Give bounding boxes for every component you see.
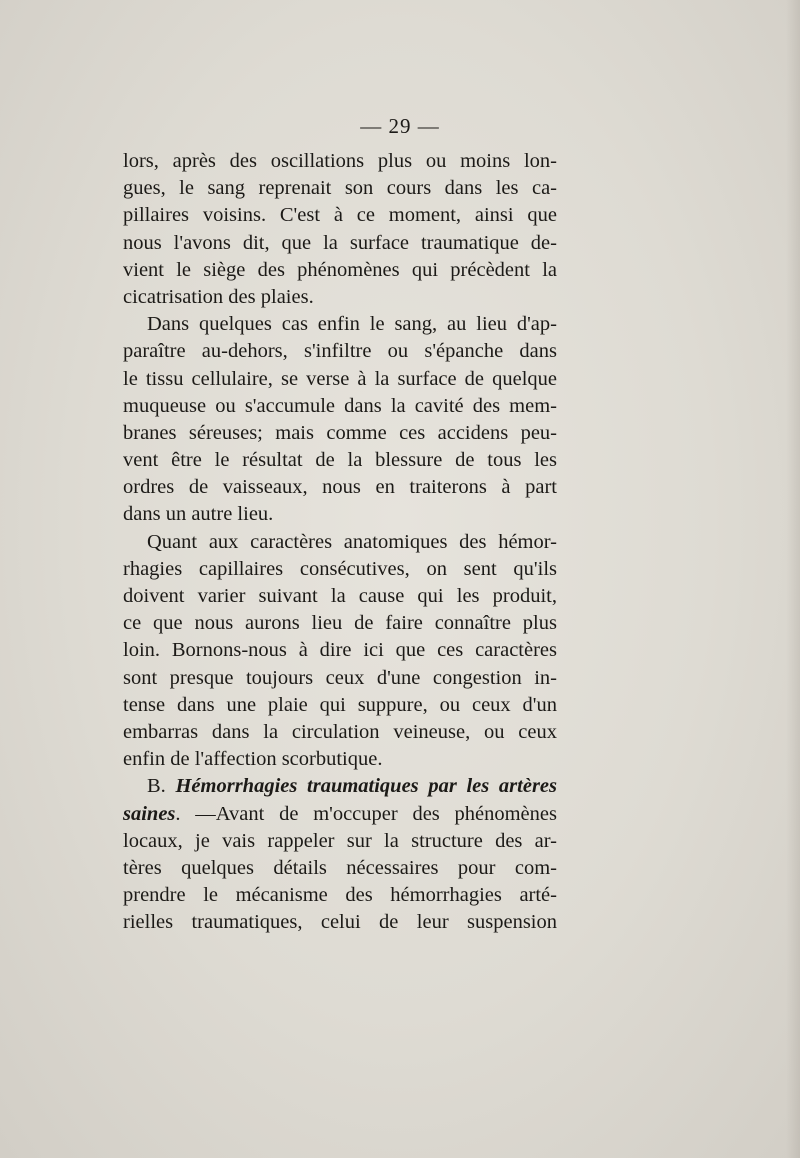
text-line: Quant aux caractères anatomiques des hémor- bbox=[147, 530, 557, 553]
section-title-cont: saines bbox=[123, 802, 176, 825]
text-line: nous l'avons dit, que la surface traumatique de- bbox=[123, 231, 557, 254]
text-line: dans un autre lieu. bbox=[123, 503, 274, 526]
text-line: sont presque toujours ceux d'une congestion in- bbox=[123, 666, 557, 689]
page-edge-shadow bbox=[786, 0, 800, 1158]
text-line: rielles traumatiques, celui de leur suspension bbox=[123, 911, 557, 934]
text-line: cicatrisation des plaies. bbox=[123, 285, 314, 308]
text-line: branes séreuses; mais comme ces accidens peu- bbox=[123, 421, 557, 444]
text-line: embarras dans la circulation veineuse, ou ceux bbox=[123, 720, 557, 743]
text-line: vent être le résultat de la blessure de tous les bbox=[123, 449, 557, 472]
text-line: ce que nous aurons lieu de faire connaître plus bbox=[123, 612, 557, 635]
text-line: pillaires voisins. C'est à ce moment, ainsi que bbox=[123, 204, 557, 227]
section-intro-text: . —Avant de m'occuper des phénomènes bbox=[175, 802, 557, 825]
section-heading-line bbox=[123, 801, 557, 828]
text-line: tense dans une plaie qui suppure, ou ceux d'un bbox=[123, 693, 557, 716]
text-line: paraître au-dehors, s'infiltre ou s'épanche dans bbox=[123, 340, 557, 363]
text-line: Dans quelques cas enfin le sang, au lieu d'ap- bbox=[147, 313, 557, 336]
text-line: muqueuse ou s'accumule dans la cavité des mem- bbox=[123, 394, 557, 417]
section-letter: B. bbox=[147, 775, 166, 798]
text-line: vient le siège des phénomènes qui précèdent la bbox=[123, 258, 557, 281]
text-line: enfin de l'affection scorbutique. bbox=[123, 748, 383, 771]
text-line: loin. Bornons-nous à dire ici que ces caractères bbox=[123, 639, 557, 662]
text-line: tères quelques détails nécessaires pour com- bbox=[123, 856, 557, 879]
page-number: — 29 — bbox=[360, 114, 440, 138]
body-text bbox=[123, 148, 557, 936]
text-line: rhagies capillaires consécutives, on sent qu'ils bbox=[123, 557, 557, 580]
text-line: gues, le sang reprenait son cours dans les ca- bbox=[123, 177, 557, 200]
text-line: ordres de vaisseaux, nous en traiterons à part bbox=[123, 476, 557, 499]
text-line: le tissu cellulaire, se verse à la surface de quelque bbox=[123, 367, 557, 390]
text-line: doivent varier suivant la cause qui les produit, bbox=[123, 585, 557, 607]
section-title: Hémorrhagies traumatiques par les artères bbox=[175, 775, 557, 798]
text-line: prendre le mécanisme des hémorrhagies arté- bbox=[123, 884, 557, 907]
text-line: lors, après des oscillations plus ou moins lon- bbox=[123, 150, 557, 172]
section-heading-line bbox=[123, 773, 557, 800]
text-line: locaux, je vais rappeler sur la structure des ar- bbox=[123, 829, 557, 852]
